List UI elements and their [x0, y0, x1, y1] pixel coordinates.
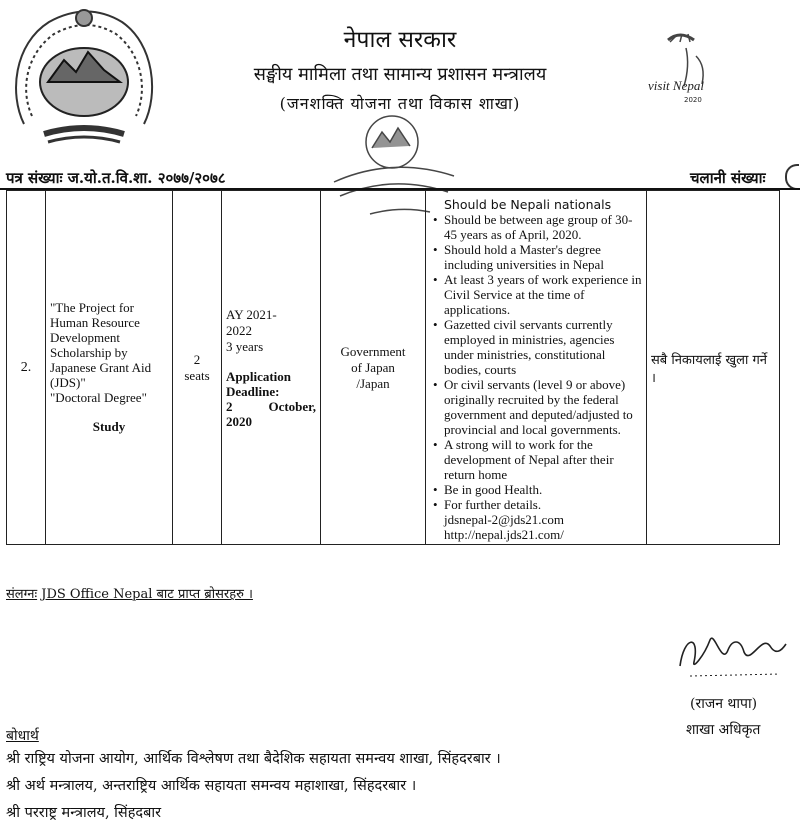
- ay-line: AY 2021-: [226, 306, 277, 322]
- deadline-month: October,: [268, 398, 316, 414]
- chalani-mark: [785, 164, 799, 190]
- title-line: Scholarship by: [50, 345, 128, 360]
- title-line: Human Resource: [50, 315, 140, 330]
- academic-year-cell: [222, 191, 321, 545]
- attachment-line: [6, 584, 253, 602]
- government-cell: [321, 191, 426, 545]
- eligibility-list: [430, 212, 642, 542]
- list-item: • At least 3 years of work experience in Civil Service at the time of applications.: [444, 272, 642, 317]
- signatory-name: (राजन थापा): [690, 696, 758, 712]
- patra-label: पत्र संख्याः: [6, 169, 63, 187]
- list-item: • Be in good Health.: [444, 482, 642, 497]
- patra-value: ज.यो.त.वि.शा. २०७७/२०७८: [67, 169, 226, 187]
- details-email: jdsnepal-2@jds21.com: [444, 512, 564, 527]
- details-label: • For further details.: [444, 497, 542, 512]
- attachment-text: JDS Office Nepal बाट प्राप्त ब्रोसरहरु ।: [41, 587, 253, 602]
- table-row: [7, 191, 780, 545]
- chalani-label: चलानी संख्याः: [690, 169, 766, 187]
- title-line: "Doctoral Degree": [50, 390, 147, 405]
- patra-sankhya: [6, 168, 226, 188]
- eligibility-cell: [426, 191, 647, 545]
- visit-nepal-text: visit Nepal: [648, 78, 704, 93]
- cc-line: श्री अर्थ मन्त्रालय, अन्तराष्ट्रिय आर्थिक सहायता समन्वय महाशाखा, सिंहदरबार ।: [6, 778, 417, 794]
- gov-line: of Japan: [351, 359, 395, 375]
- deadline-day: 2: [226, 398, 233, 414]
- title-line: (JDS)": [50, 375, 86, 390]
- gov-line: Government: [340, 343, 406, 359]
- cc-line: श्री राष्ट्रिय योजना आयोग, आर्थिक विश्लेषण तथा बैदेशिक सहायता समन्वय शाखा, सिंहदरबार ।: [6, 751, 501, 767]
- signature: [670, 626, 790, 686]
- header-ministry: सङ्घीय मामिला तथा सामान्य प्रशासन मन्त्रालय: [253, 64, 547, 85]
- deadline-label: Deadline:: [226, 383, 280, 399]
- ay-line: 3 years: [226, 338, 264, 354]
- list-item: • Gazetted civil servants currently employed in ministries, agencies under ministries, constitutional bodies, courts: [444, 317, 642, 377]
- seats-unit: seats: [184, 367, 210, 383]
- list-item: [444, 497, 642, 542]
- list-item: • A strong will to work for the development of Nepal after their return home: [444, 437, 642, 482]
- ay-line: 2022: [226, 322, 252, 338]
- deadline-date: [226, 399, 316, 414]
- title-line: Japanese Grant Aid: [50, 360, 152, 375]
- seats-cell: [173, 191, 222, 545]
- header-government: नेपाल सरकार: [343, 27, 457, 53]
- deadline-year: 2020: [226, 413, 252, 429]
- gov-line: /Japan: [356, 375, 390, 391]
- application-deadline: [226, 369, 316, 429]
- details-url: http://nepal.jds21.com/: [444, 527, 564, 542]
- attachment-label: संलग्नः: [6, 587, 38, 602]
- open-to-cell: सबै निकायलाई खुला गर्ने ।: [647, 191, 780, 545]
- title-line: "The Project for: [50, 300, 134, 315]
- list-item: • Should be between age group of 30-45 years as of April, 2020.: [444, 212, 642, 242]
- title-line: Development: [50, 330, 121, 345]
- cc-line: श्री परराष्ट्र मन्त्रालय, सिंहदबार: [6, 805, 162, 821]
- list-item: • Should hold a Master's degree including universities in Nepal: [444, 242, 642, 272]
- study-label: Study: [92, 419, 126, 434]
- program-title-cell: [46, 191, 173, 545]
- deadline-label: Application: [226, 368, 292, 384]
- list-item: • Or civil servants (level 9 or above) originally recruited by the federal government and deputed/adjusted to provincial and local governments.: [444, 377, 642, 437]
- cc-title: बोधार्थ: [6, 728, 39, 744]
- header-section: (जनशक्ति योजना तथा विकास शाखा): [279, 94, 521, 113]
- scholarship-table: [6, 190, 780, 545]
- signatory-title: शाखा अधिकृत: [686, 722, 761, 738]
- visit-nepal-year: 2020: [684, 96, 702, 104]
- seats-number: 2: [193, 351, 201, 367]
- serial-number: 2.: [7, 191, 46, 545]
- eligibility-first: Should be Nepali nationals: [444, 197, 612, 212]
